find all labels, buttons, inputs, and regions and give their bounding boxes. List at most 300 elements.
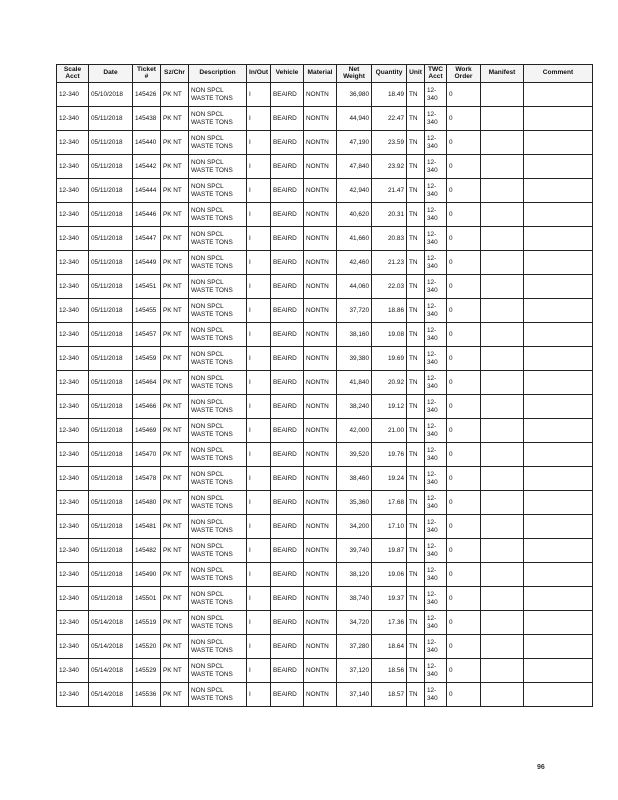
cell-work-order: 0 (447, 419, 481, 443)
cell-work-order: 0 (447, 323, 481, 347)
cell-material: NONTN (304, 683, 337, 707)
cell-work-order: 0 (447, 611, 481, 635)
cell-net-weight: 40,620 (337, 203, 372, 227)
cell-date: 05/14/2018 (89, 635, 133, 659)
cell-date: 05/11/2018 (89, 491, 133, 515)
header-material: Material (304, 65, 337, 83)
cell-quantity: 20.83 (372, 227, 407, 251)
cell-date: 05/11/2018 (89, 563, 133, 587)
cell-in-out: I (247, 179, 271, 203)
table-row (57, 491, 593, 515)
cell-twc-acct: 12-340 (425, 443, 447, 467)
cell-net-weight: 38,240 (337, 395, 372, 419)
cell-twc-acct: 12-340 (425, 371, 447, 395)
cell-ticket: 145447 (133, 227, 161, 251)
cell-material: NONTN (304, 467, 337, 491)
ticket-table-body (57, 83, 593, 707)
cell-sz-chr: PK NT (161, 491, 189, 515)
cell-description: NON SPCL WASTE TONS (189, 539, 247, 563)
cell-work-order: 0 (447, 683, 481, 707)
cell-vehicle: BEAIRD (271, 347, 304, 371)
cell-date: 05/11/2018 (89, 419, 133, 443)
cell-sz-chr: PK NT (161, 323, 189, 347)
cell-scale-acct: 12-340 (57, 635, 89, 659)
cell-material: NONTN (304, 395, 337, 419)
cell-material: NONTN (304, 131, 337, 155)
cell-twc-acct: 12-340 (425, 515, 447, 539)
cell-twc-acct: 12-340 (425, 299, 447, 323)
cell-date: 05/11/2018 (89, 179, 133, 203)
cell-comment (524, 683, 593, 707)
cell-quantity: 21.00 (372, 419, 407, 443)
cell-work-order: 0 (447, 371, 481, 395)
cell-net-weight: 34,200 (337, 515, 372, 539)
cell-quantity: 20.31 (372, 203, 407, 227)
cell-twc-acct: 12-340 (425, 275, 447, 299)
cell-scale-acct: 12-340 (57, 467, 89, 491)
cell-unit: TN (407, 395, 425, 419)
cell-sz-chr: PK NT (161, 635, 189, 659)
cell-net-weight: 47,190 (337, 131, 372, 155)
cell-material: NONTN (304, 371, 337, 395)
cell-description: NON SPCL WASTE TONS (189, 659, 247, 683)
cell-unit: TN (407, 563, 425, 587)
cell-twc-acct: 12-340 (425, 179, 447, 203)
table-row (57, 275, 593, 299)
cell-sz-chr: PK NT (161, 395, 189, 419)
cell-ticket: 145470 (133, 443, 161, 467)
cell-sz-chr: PK NT (161, 299, 189, 323)
header-date: Date (89, 65, 133, 83)
cell-quantity: 19.69 (372, 347, 407, 371)
cell-in-out: I (247, 539, 271, 563)
cell-work-order: 0 (447, 587, 481, 611)
cell-date: 05/11/2018 (89, 395, 133, 419)
cell-sz-chr: PK NT (161, 131, 189, 155)
cell-in-out: I (247, 419, 271, 443)
cell-scale-acct: 12-340 (57, 419, 89, 443)
table-row (57, 515, 593, 539)
cell-net-weight: 37,720 (337, 299, 372, 323)
cell-unit: TN (407, 323, 425, 347)
cell-quantity: 19.37 (372, 587, 407, 611)
cell-vehicle: BEAIRD (271, 299, 304, 323)
header-sz-chr: Sz/Chr (161, 65, 189, 83)
cell-unit: TN (407, 203, 425, 227)
cell-unit: TN (407, 371, 425, 395)
cell-twc-acct: 12-340 (425, 395, 447, 419)
cell-ticket: 145480 (133, 491, 161, 515)
cell-vehicle: BEAIRD (271, 275, 304, 299)
cell-ticket: 145478 (133, 467, 161, 491)
cell-net-weight: 38,120 (337, 563, 372, 587)
cell-net-weight: 38,740 (337, 587, 372, 611)
cell-sz-chr: PK NT (161, 251, 189, 275)
table-row (57, 347, 593, 371)
cell-in-out: I (247, 635, 271, 659)
cell-unit: TN (407, 683, 425, 707)
cell-twc-acct: 12-340 (425, 251, 447, 275)
table-row (57, 611, 593, 635)
cell-vehicle: BEAIRD (271, 227, 304, 251)
cell-twc-acct: 12-340 (425, 563, 447, 587)
cell-comment (524, 635, 593, 659)
cell-ticket: 145444 (133, 179, 161, 203)
cell-quantity: 17.36 (372, 611, 407, 635)
cell-twc-acct: 12-340 (425, 611, 447, 635)
cell-ticket: 145446 (133, 203, 161, 227)
cell-net-weight: 38,160 (337, 323, 372, 347)
cell-description: NON SPCL WASTE TONS (189, 419, 247, 443)
table-row (57, 251, 593, 275)
cell-unit: TN (407, 515, 425, 539)
cell-work-order: 0 (447, 155, 481, 179)
cell-in-out: I (247, 515, 271, 539)
cell-scale-acct: 12-340 (57, 587, 89, 611)
cell-vehicle: BEAIRD (271, 539, 304, 563)
ticket-table (56, 64, 593, 707)
cell-scale-acct: 12-340 (57, 131, 89, 155)
cell-work-order: 0 (447, 347, 481, 371)
header-row (57, 65, 593, 83)
cell-in-out: I (247, 563, 271, 587)
cell-net-weight: 44,060 (337, 275, 372, 299)
cell-net-weight: 39,380 (337, 347, 372, 371)
cell-twc-acct: 12-340 (425, 227, 447, 251)
cell-work-order: 0 (447, 443, 481, 467)
cell-manifest (481, 515, 524, 539)
cell-vehicle: BEAIRD (271, 587, 304, 611)
cell-comment (524, 659, 593, 683)
cell-in-out: I (247, 467, 271, 491)
header-quantity: Quantity (372, 65, 407, 83)
cell-sz-chr: PK NT (161, 563, 189, 587)
table-row (57, 371, 593, 395)
header-comment: Comment (524, 65, 593, 83)
cell-comment (524, 203, 593, 227)
cell-quantity: 18.86 (372, 299, 407, 323)
table-row (57, 563, 593, 587)
cell-twc-acct: 12-340 (425, 323, 447, 347)
cell-in-out: I (247, 443, 271, 467)
cell-vehicle: BEAIRD (271, 203, 304, 227)
cell-date: 05/11/2018 (89, 587, 133, 611)
cell-description: NON SPCL WASTE TONS (189, 443, 247, 467)
cell-in-out: I (247, 371, 271, 395)
cell-sz-chr: PK NT (161, 443, 189, 467)
cell-quantity: 19.76 (372, 443, 407, 467)
cell-net-weight: 34,720 (337, 611, 372, 635)
cell-description: NON SPCL WASTE TONS (189, 611, 247, 635)
cell-date: 05/11/2018 (89, 323, 133, 347)
cell-date: 05/11/2018 (89, 299, 133, 323)
cell-manifest (481, 203, 524, 227)
cell-quantity: 20.92 (372, 371, 407, 395)
cell-work-order: 0 (447, 563, 481, 587)
cell-work-order: 0 (447, 107, 481, 131)
table-row (57, 227, 593, 251)
cell-unit: TN (407, 299, 425, 323)
page-number: 96 (537, 764, 545, 771)
cell-comment (524, 275, 593, 299)
cell-quantity: 21.47 (372, 179, 407, 203)
cell-scale-acct: 12-340 (57, 515, 89, 539)
cell-twc-acct: 12-340 (425, 539, 447, 563)
cell-material: NONTN (304, 515, 337, 539)
cell-date: 05/11/2018 (89, 467, 133, 491)
cell-date: 05/11/2018 (89, 251, 133, 275)
cell-sz-chr: PK NT (161, 107, 189, 131)
cell-unit: TN (407, 659, 425, 683)
cell-sz-chr: PK NT (161, 587, 189, 611)
cell-vehicle: BEAIRD (271, 155, 304, 179)
table-row (57, 443, 593, 467)
cell-date: 05/14/2018 (89, 659, 133, 683)
cell-description: NON SPCL WASTE TONS (189, 371, 247, 395)
cell-description: NON SPCL WASTE TONS (189, 491, 247, 515)
cell-vehicle: BEAIRD (271, 683, 304, 707)
cell-manifest (481, 419, 524, 443)
cell-manifest (481, 107, 524, 131)
cell-ticket: 145426 (133, 83, 161, 107)
cell-description: NON SPCL WASTE TONS (189, 179, 247, 203)
cell-scale-acct: 12-340 (57, 203, 89, 227)
cell-twc-acct: 12-340 (425, 347, 447, 371)
cell-scale-acct: 12-340 (57, 539, 89, 563)
cell-comment (524, 539, 593, 563)
cell-sz-chr: PK NT (161, 275, 189, 299)
cell-ticket: 145451 (133, 275, 161, 299)
cell-scale-acct: 12-340 (57, 83, 89, 107)
cell-date: 05/11/2018 (89, 203, 133, 227)
cell-quantity: 22.47 (372, 107, 407, 131)
header-unit: Unit (407, 65, 425, 83)
cell-date: 05/11/2018 (89, 155, 133, 179)
cell-manifest (481, 299, 524, 323)
cell-comment (524, 395, 593, 419)
cell-description: NON SPCL WASTE TONS (189, 275, 247, 299)
cell-description: NON SPCL WASTE TONS (189, 467, 247, 491)
cell-quantity: 18.57 (372, 683, 407, 707)
cell-net-weight: 47,840 (337, 155, 372, 179)
table-row (57, 467, 593, 491)
cell-description: NON SPCL WASTE TONS (189, 683, 247, 707)
cell-comment (524, 323, 593, 347)
cell-twc-acct: 12-340 (425, 83, 447, 107)
cell-ticket: 145466 (133, 395, 161, 419)
cell-scale-acct: 12-340 (57, 563, 89, 587)
cell-material: NONTN (304, 563, 337, 587)
table-row (57, 203, 593, 227)
cell-twc-acct: 12-340 (425, 131, 447, 155)
cell-manifest (481, 587, 524, 611)
cell-ticket: 145464 (133, 371, 161, 395)
cell-scale-acct: 12-340 (57, 179, 89, 203)
cell-date: 05/14/2018 (89, 683, 133, 707)
cell-comment (524, 347, 593, 371)
cell-material: NONTN (304, 83, 337, 107)
cell-description: NON SPCL WASTE TONS (189, 227, 247, 251)
cell-material: NONTN (304, 611, 337, 635)
cell-work-order: 0 (447, 227, 481, 251)
cell-quantity: 19.06 (372, 563, 407, 587)
cell-vehicle: BEAIRD (271, 371, 304, 395)
cell-vehicle: BEAIRD (271, 515, 304, 539)
cell-quantity: 23.92 (372, 155, 407, 179)
cell-vehicle: BEAIRD (271, 659, 304, 683)
cell-comment (524, 299, 593, 323)
cell-vehicle: BEAIRD (271, 395, 304, 419)
cell-twc-acct: 12-340 (425, 491, 447, 515)
cell-sz-chr: PK NT (161, 371, 189, 395)
cell-scale-acct: 12-340 (57, 323, 89, 347)
cell-material: NONTN (304, 491, 337, 515)
cell-material: NONTN (304, 659, 337, 683)
cell-description: NON SPCL WASTE TONS (189, 131, 247, 155)
cell-scale-acct: 12-340 (57, 107, 89, 131)
cell-comment (524, 611, 593, 635)
cell-material: NONTN (304, 275, 337, 299)
cell-material: NONTN (304, 251, 337, 275)
cell-material: NONTN (304, 179, 337, 203)
cell-date: 05/11/2018 (89, 443, 133, 467)
cell-twc-acct: 12-340 (425, 635, 447, 659)
cell-manifest (481, 611, 524, 635)
table-row (57, 83, 593, 107)
cell-net-weight: 37,120 (337, 659, 372, 683)
cell-material: NONTN (304, 203, 337, 227)
cell-manifest (481, 83, 524, 107)
cell-comment (524, 251, 593, 275)
cell-unit: TN (407, 587, 425, 611)
cell-net-weight: 37,140 (337, 683, 372, 707)
cell-unit: TN (407, 83, 425, 107)
cell-work-order: 0 (447, 659, 481, 683)
cell-material: NONTN (304, 443, 337, 467)
cell-ticket: 145501 (133, 587, 161, 611)
cell-ticket: 145442 (133, 155, 161, 179)
cell-comment (524, 107, 593, 131)
table-row (57, 179, 593, 203)
cell-description: NON SPCL WASTE TONS (189, 323, 247, 347)
cell-sz-chr: PK NT (161, 347, 189, 371)
cell-sz-chr: PK NT (161, 539, 189, 563)
cell-manifest (481, 131, 524, 155)
cell-vehicle: BEAIRD (271, 323, 304, 347)
cell-date: 05/11/2018 (89, 131, 133, 155)
cell-comment (524, 155, 593, 179)
cell-vehicle: BEAIRD (271, 563, 304, 587)
cell-quantity: 23.59 (372, 131, 407, 155)
cell-twc-acct: 12-340 (425, 659, 447, 683)
cell-material: NONTN (304, 323, 337, 347)
cell-work-order: 0 (447, 275, 481, 299)
header-ticket: Ticket # (133, 65, 161, 83)
cell-sz-chr: PK NT (161, 203, 189, 227)
cell-manifest (481, 659, 524, 683)
cell-unit: TN (407, 227, 425, 251)
cell-work-order: 0 (447, 635, 481, 659)
cell-quantity: 19.08 (372, 323, 407, 347)
cell-in-out: I (247, 275, 271, 299)
cell-manifest (481, 251, 524, 275)
cell-date: 05/11/2018 (89, 371, 133, 395)
cell-description: NON SPCL WASTE TONS (189, 635, 247, 659)
table-row (57, 131, 593, 155)
cell-work-order: 0 (447, 131, 481, 155)
cell-ticket: 145440 (133, 131, 161, 155)
table-row (57, 683, 593, 707)
cell-net-weight: 39,740 (337, 539, 372, 563)
cell-date: 05/11/2018 (89, 227, 133, 251)
cell-in-out: I (247, 395, 271, 419)
cell-in-out: I (247, 347, 271, 371)
cell-comment (524, 419, 593, 443)
cell-work-order: 0 (447, 539, 481, 563)
cell-comment (524, 371, 593, 395)
cell-date: 05/11/2018 (89, 107, 133, 131)
cell-vehicle: BEAIRD (271, 491, 304, 515)
cell-manifest (481, 371, 524, 395)
cell-material: NONTN (304, 107, 337, 131)
cell-quantity: 19.87 (372, 539, 407, 563)
cell-material: NONTN (304, 227, 337, 251)
header-net-weight: Net Weight (337, 65, 372, 83)
cell-ticket: 145529 (133, 659, 161, 683)
cell-twc-acct: 12-340 (425, 107, 447, 131)
table-row (57, 587, 593, 611)
cell-description: NON SPCL WASTE TONS (189, 83, 247, 107)
cell-twc-acct: 12-340 (425, 683, 447, 707)
cell-scale-acct: 12-340 (57, 491, 89, 515)
cell-in-out: I (247, 131, 271, 155)
cell-comment (524, 467, 593, 491)
cell-net-weight: 37,280 (337, 635, 372, 659)
table-row (57, 155, 593, 179)
cell-manifest (481, 491, 524, 515)
header-description: Description (189, 65, 247, 83)
cell-ticket: 145536 (133, 683, 161, 707)
cell-sz-chr: PK NT (161, 83, 189, 107)
cell-net-weight: 44,940 (337, 107, 372, 131)
cell-date: 05/11/2018 (89, 515, 133, 539)
cell-comment (524, 563, 593, 587)
cell-manifest (481, 323, 524, 347)
cell-manifest (481, 347, 524, 371)
cell-work-order: 0 (447, 179, 481, 203)
cell-comment (524, 491, 593, 515)
cell-manifest (481, 275, 524, 299)
cell-work-order: 0 (447, 251, 481, 275)
cell-in-out: I (247, 587, 271, 611)
cell-ticket: 145481 (133, 515, 161, 539)
cell-vehicle: BEAIRD (271, 83, 304, 107)
cell-in-out: I (247, 203, 271, 227)
cell-net-weight: 36,980 (337, 83, 372, 107)
cell-manifest (481, 155, 524, 179)
cell-manifest (481, 443, 524, 467)
cell-material: NONTN (304, 635, 337, 659)
cell-scale-acct: 12-340 (57, 683, 89, 707)
cell-scale-acct: 12-340 (57, 347, 89, 371)
cell-comment (524, 587, 593, 611)
cell-quantity: 19.12 (372, 395, 407, 419)
cell-sz-chr: PK NT (161, 611, 189, 635)
cell-comment (524, 131, 593, 155)
cell-unit: TN (407, 611, 425, 635)
cell-scale-acct: 12-340 (57, 371, 89, 395)
cell-manifest (481, 227, 524, 251)
